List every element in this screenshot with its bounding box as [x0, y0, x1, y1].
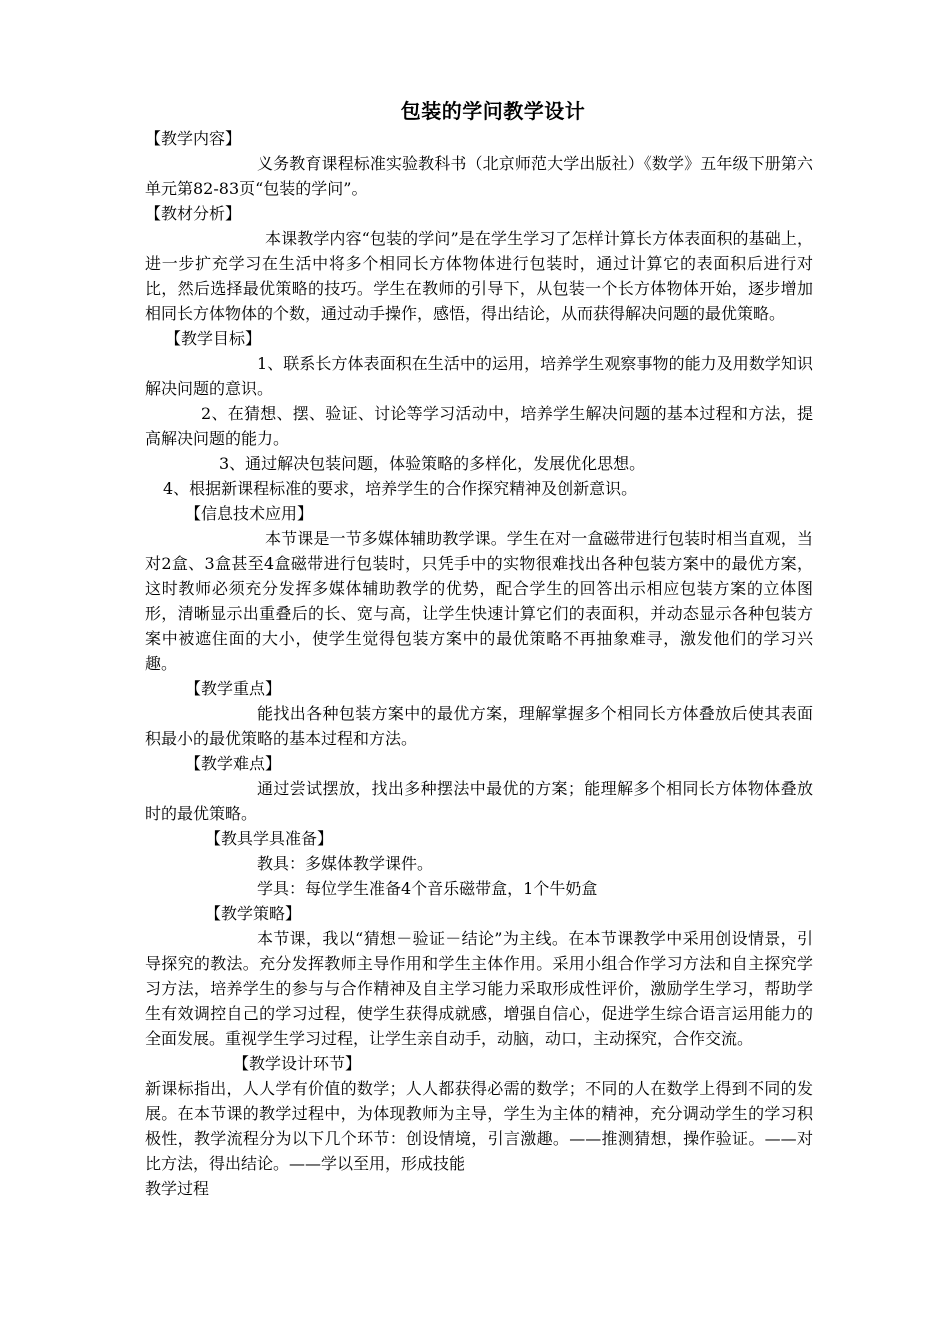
- paragraph-difficult-points: 通过尝试摆放，找出多种摆法中最优的方案；能理解多个相同长方体物体叠放时的最优策略。: [145, 779, 813, 823]
- goal-item-3: 3、通过解决包装问题，体验策略的多样化，发展优化思想。: [219, 454, 646, 473]
- paragraph-it-application: 本节课是一节多媒体辅助教学课。学生在对一盒磁带进行包装时相当直观，当对2盒、3盒甚至4盒磁带进行包装时，只凭手中的实物很难找出各种包装方案中的最优方案，这时教师必须充分发挥多媒体辅助教学的优势，配合学生的回答出示相应包装方案的立体图形，清晰显示出重叠后的长、宽与高，让学生快速计算它们的表面积，并动态显示各种包装方案中被遮住面的大小，使学生觉得包装方案中的最优策略不再抽象难寻，激发他们的学习兴趣。: [145, 529, 813, 673]
- paragraph-design-steps: 新课标指出，人人学有价值的数学；人人都获得必需的数学；不同的人在数学上得到不同的发展。在本节课的教学过程中，为体现教师为主导，学生为主体的精神，充分调动学生的学习积极性，教学流程分为以下几个环节：创设情境，引言激趣。——推测猜想，操作验证。——对比方法，得出结论。——学以至用，形成技能: [145, 1079, 813, 1173]
- document-page: [145, 96, 813, 1201]
- heading-difficult-points: 【教学难点】: [185, 754, 282, 773]
- paragraph-key-points: 能找出各种包装方案中的最优方案，理解掌握多个相同长方体叠放后使其表面积最小的最优策略的基本过程和方法。: [145, 704, 813, 748]
- heading-material-analysis: 【教材分析】: [145, 204, 242, 223]
- tools-student: 学具：每位学生准备4个音乐磁带盒，1个牛奶盒: [257, 879, 598, 898]
- heading-it-application: 【信息技术应用】: [185, 504, 314, 523]
- heading-tools-preparation: 【教具学具准备】: [205, 829, 334, 848]
- goal-item-2: 2、在猜想、摆、验证、讨论等学习活动中，培养学生解决问题的基本过程和方法，提高解决问题的能力。: [145, 404, 813, 448]
- tools-teacher: 教具：多媒体教学课件。: [257, 854, 434, 873]
- heading-design-steps: 【教学设计环节】: [233, 1054, 362, 1073]
- paragraph-teaching-content: 义务教育课程标准实验教科书（北京师范大学出版社）《数学》五年级下册第六单元第82-83页“包装的学问”。: [145, 154, 813, 198]
- heading-teaching-strategy: 【教学策略】: [205, 904, 302, 923]
- document-title: 包装的学问教学设计: [400, 99, 586, 123]
- goal-item-4: 4、根据新课程标准的要求，培养学生的合作探究精神及创新意识。: [163, 479, 638, 498]
- paragraph-material-analysis: 本课教学内容“包装的学问”是在学生学习了怎样计算长方体表面积的基础上，进一步扩充学习在生活中将多个相同长方体物体进行包装时，通过计算它的表面积后进行对比，然后选择最优策略的技巧。学生在教师的引导下，从包装一个长方体物体开始，逐步增加相同长方体物体的个数，通过动手操作，感悟，得出结论，从而获得解决问题的最优策略。: [145, 229, 813, 323]
- paragraph-teaching-strategy: 本节课，我以“猜想－验证－结论”为主线。在本节课教学中采用创设情景，引导探究的教法。充分发挥教师主导作用和学生主体作用。采用小组合作学习方法和自主探究学习方法，培养学生的参与与合作精神及自主学习能力采取形成性评价，激励学生学习，帮助学生有效调控自己的学习过程，使学生获得成就感，增强自信心，促进学生综合语言运用能力的全面发展。重视学生学习过程，让学生亲自动手，动脑，动口，主动探究，合作交流。: [145, 929, 813, 1048]
- heading-teaching-content: 【教学内容】: [145, 129, 242, 148]
- heading-teaching-process: 教学过程: [145, 1179, 210, 1198]
- heading-key-points: 【教学重点】: [185, 679, 282, 698]
- goal-item-1: 1、联系长方体表面积在生活中的运用，培养学生观察事物的能力及用数学知识解决问题的意识。: [145, 354, 813, 398]
- heading-teaching-goals: 【教学目标】: [165, 329, 262, 348]
